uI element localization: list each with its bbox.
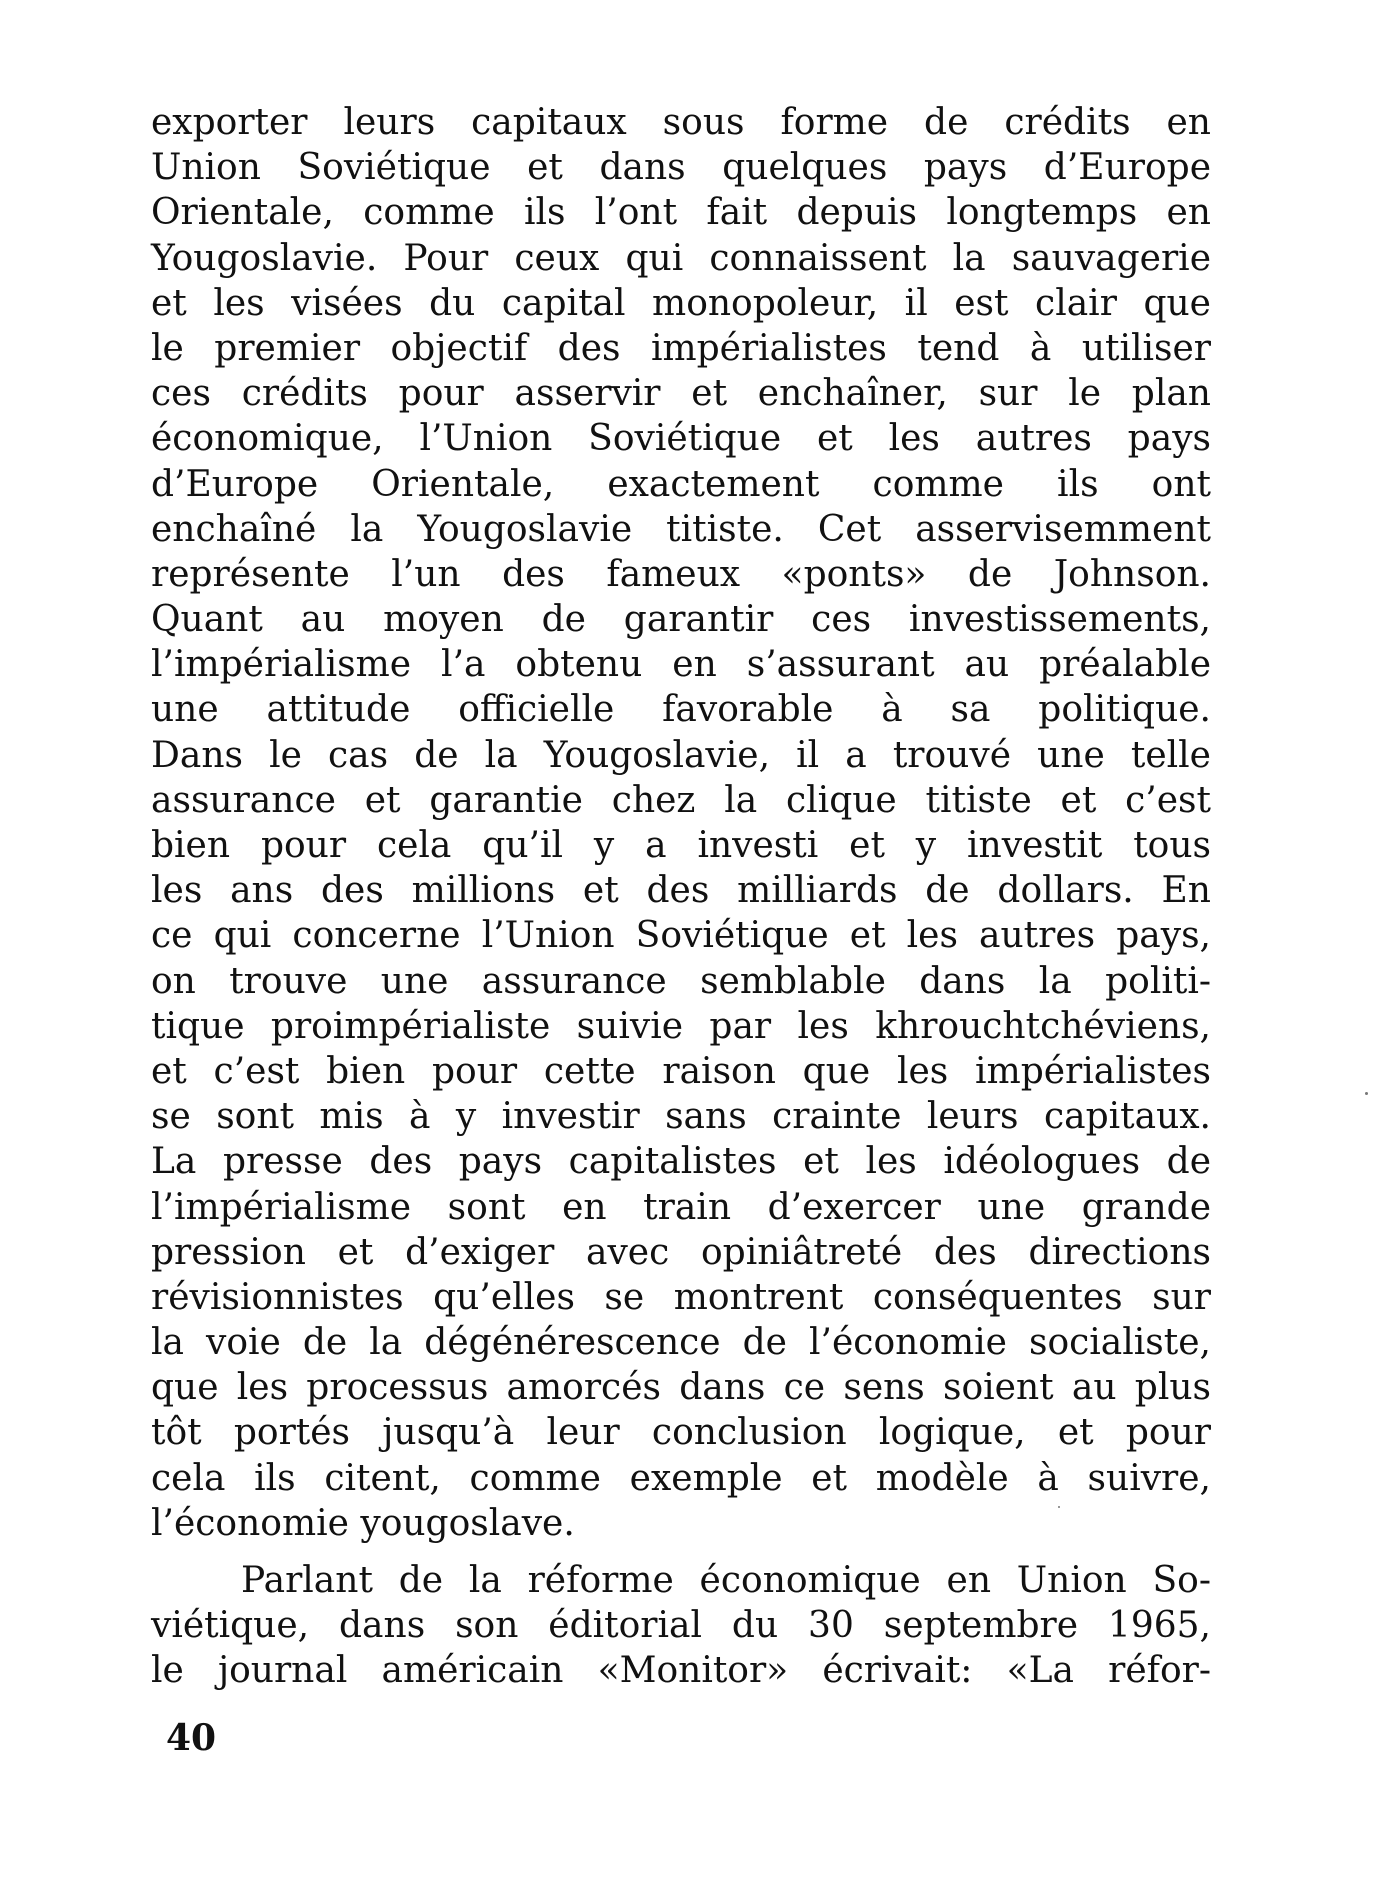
text-line: et c’est bien pour cette raison que les impérialistes	[151, 1050, 1211, 1092]
text-line: pression et d’exiger avec opiniâtreté des directions	[151, 1231, 1211, 1273]
text-line: Union Soviétique et dans quelques pays d’Europe	[151, 147, 1211, 189]
text-line: l’impérialisme sont en train d’exercer une grande	[151, 1186, 1211, 1228]
text-line: la voie de la dégénérescence de l’économie socialiste,	[151, 1322, 1211, 1364]
text-line: que les processus amorcés dans ce sens soient au plus	[151, 1367, 1211, 1409]
text-line: économique, l’Union Soviétique et les autres pays	[151, 418, 1211, 460]
text-line: se sont mis à y investir sans crainte leurs capitaux.	[151, 1096, 1211, 1138]
text-line: Quant au moyen de garantir ces investissements,	[151, 599, 1211, 641]
text-line: une attitude officielle favorable à sa politique.	[151, 689, 1211, 731]
text-line: le journal américain «Monitor» écrivait: «La réfor-	[151, 1650, 1211, 1692]
paragraph-gap	[151, 1546, 1211, 1558]
text-line: ces crédits pour asservir et enchaîner, sur le plan	[151, 373, 1211, 415]
scan-speck	[1365, 1092, 1368, 1095]
scan-speck	[1058, 1506, 1060, 1508]
text-line: tôt portés jusqu’à leur conclusion logique, et pour	[151, 1412, 1211, 1454]
paragraph	[151, 1558, 1211, 1694]
text-line: Yougoslavie. Pour ceux qui connaissent la sauvagerie	[151, 237, 1211, 279]
text-line: ce qui concerne l’Union Soviétique et les autres pays,	[151, 915, 1211, 957]
text-line: enchaîné la Yougoslavie titiste. Cet asservisemment	[151, 508, 1211, 550]
text-line: viétique, dans son éditorial du 30 septembre 1965,	[151, 1605, 1211, 1647]
text-line: on trouve une assurance semblable dans la politi-	[151, 960, 1211, 1002]
text-line: l’économie yougoslave.	[151, 1502, 575, 1544]
text-line: Orientale, comme ils l’ont fait depuis longtemps en	[151, 192, 1211, 234]
text-line: cela ils citent, comme exemple et modèle à suivre,	[151, 1457, 1211, 1499]
text-line: et les visées du capital monopoleur, il est clair que	[151, 282, 1211, 324]
text-line: exporter leurs capitaux sous forme de crédits en	[151, 102, 1211, 143]
text-line: Parlant de la réforme économique en Union So-	[241, 1560, 1211, 1601]
body-text	[151, 100, 1211, 1694]
page-number: 40	[166, 1717, 217, 1759]
text-line: les ans des millions et des milliards de dollars. En	[151, 870, 1211, 912]
text-line: l’impérialisme l’a obtenu en s’assurant au préalable	[151, 644, 1211, 686]
text-line: tique proimpérialiste suivie par les khrouchtchéviens,	[151, 1005, 1211, 1047]
text-line: révisionnistes qu’elles se montrent conséquentes sur	[151, 1276, 1211, 1318]
text-line: le premier objectif des impérialistes tend à utiliser	[151, 327, 1211, 369]
text-line: Dans le cas de la Yougoslavie, il a trouvé une telle	[151, 734, 1211, 776]
text-line: La presse des pays capitalistes et les idéologues de	[151, 1141, 1211, 1183]
text-line: assurance et garantie chez la clique titiste et c’est	[151, 779, 1211, 821]
paragraph	[151, 100, 1211, 1546]
text-line: d’Europe Orientale, exactement comme ils ont	[151, 463, 1211, 505]
text-line: bien pour cela qu’il y a investi et y investit tous	[151, 825, 1211, 866]
text-line: représente l’un des fameux «ponts» de Johnson.	[151, 553, 1211, 595]
